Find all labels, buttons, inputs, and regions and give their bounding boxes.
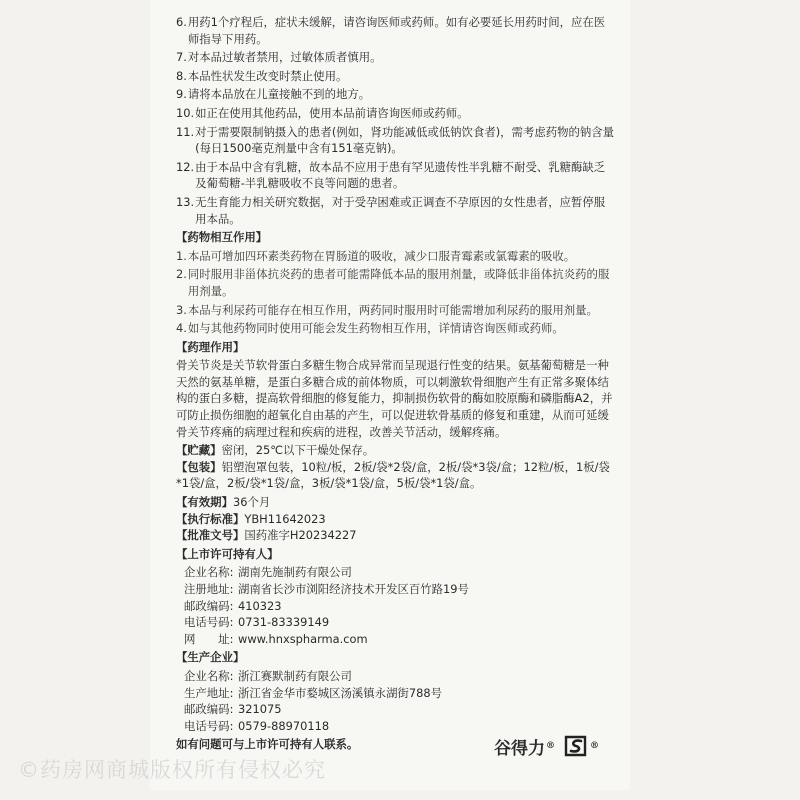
precaution-item-number: 12.: [176, 159, 195, 174]
brand-logo-reg: ®: [590, 741, 599, 751]
brand-mark: [494, 733, 599, 759]
holder-field: [176, 581, 616, 598]
interaction-item: [176, 248, 616, 265]
precaution-item-number: 11.: [176, 124, 195, 139]
pharmacology-text: 骨关节炎是关节软骨蛋白多糖生物合成异常而呈现退行性变的结果。氨基葡萄糖是一种天然的氨基单糖，是蛋白多糖合成的前体物质，可以刺激软骨细胞产生有正常多聚体结构的蛋白多糖，提高软骨细胞的修复能力，抑制损伤软骨的酶如胶原酶和磷脂酶A2，并可防止损伤细胞的超氧化自由基的产生，可以促进软骨基质的修复和重建，从而可延缓骨关节疼痛的病理过程和疾病的进程，改善关节活动，缓解疼痛。: [176, 358, 613, 439]
manufacturer-field-label: 企业名称:: [184, 668, 234, 683]
interaction-item-number: 2.: [176, 267, 187, 282]
manufacturer-fields: [176, 668, 616, 734]
package-value: 铝塑泡罩包装，10粒/板，2板/袋*2袋/盒，2板/袋*3袋/盒；12粒/板，1板/袋*1袋/盒，2板/袋*1袋/盒，3板/袋*1袋/盒，5板/袋*1袋/盒。: [176, 459, 610, 491]
standard-label: 【执行标准】: [176, 511, 245, 526]
precaution-item-text: 对本品过敏者禁用，过敏体质者慎用。: [187, 50, 382, 65]
interaction-item-number: 3.: [176, 302, 187, 317]
interaction-item-text: 如与其他药物同时使用可能会发生药物相互作用，详情请咨询医师或药师。: [187, 321, 564, 336]
holder-field-value: 湖南省长沙市浏阳经济技术开发区百竹路19号: [238, 582, 469, 596]
precaution-item-text: 如正在使用其他药品，使用本品前请咨询医师或药师。: [195, 105, 469, 120]
holder-field-label: 网 址:: [184, 631, 234, 646]
brand-logo-icon: [563, 733, 589, 759]
manufacturer-field-label: 邮政编码:: [184, 702, 234, 717]
holder-field-label: 注册地址:: [184, 582, 234, 596]
validity-row: [176, 494, 616, 511]
precaution-item: [176, 194, 616, 227]
leaflet-text: [176, 14, 616, 753]
interactions-list: [176, 248, 616, 337]
precaution-item: [176, 68, 616, 85]
manufacturer-field-value: 0579-88970118: [238, 718, 330, 733]
manufacturer-field-label: 生产地址:: [184, 685, 234, 700]
holder-fields: [176, 564, 616, 647]
holder-field-value: 湖南先施制药有限公司: [238, 565, 352, 580]
interaction-item: [176, 302, 616, 319]
holder-field-value: 0731-83339149: [238, 615, 330, 630]
precaution-item-text: 本品性状发生改变时禁止使用。: [187, 68, 348, 83]
holder-field-label: 邮政编码:: [184, 598, 234, 613]
manufacturer-field-label: 电话号码:: [184, 718, 234, 733]
holder-field: [176, 598, 616, 615]
holder-field: [176, 614, 616, 631]
manufacturer-field: [176, 668, 616, 685]
manufacturer-field-value: 浙江赛默制药有限公司: [238, 668, 352, 683]
package-row: [176, 459, 616, 492]
package-label: 【包装】: [176, 459, 222, 474]
precaution-item-number: 8.: [176, 68, 187, 83]
holder-heading: 【上市许可持有人】: [176, 546, 279, 561]
precaution-item-text: 请将本品放在儿童接触不到的地方。: [187, 87, 371, 102]
precaution-item-number: 6.: [176, 15, 187, 29]
standard-row: [176, 511, 616, 528]
holder-field-value: 410323: [238, 598, 282, 613]
interaction-item-number: 1.: [176, 248, 187, 263]
interaction-item: [176, 266, 616, 299]
interaction-item-text: 本品可增加四环素类药物在胃肠道的吸收，减少口服青霉素或氯霉素的吸收。: [187, 248, 576, 263]
precaution-item: [176, 49, 616, 66]
precaution-item: [176, 86, 616, 103]
holder-field-label: 企业名称:: [184, 565, 234, 580]
holder-field: [176, 564, 616, 581]
precaution-item: [176, 14, 616, 47]
precaution-item-number: 9.: [176, 87, 187, 102]
standard-value: YBH11642023: [244, 511, 326, 526]
precaution-item-text: 用药1个疗程后，症状未缓解，请咨询医师或药师。如有必要延长用药时间，应在医师指导下用药。: [187, 15, 606, 46]
interaction-item-text: 本品与利尿药可能存在相互作用，两药同时服用时可能需增加利尿药的服用剂量。: [187, 302, 598, 317]
manufacturer-field-value: 321075: [238, 702, 282, 717]
approval-value: 国药准字H20234227: [244, 528, 357, 543]
brand-reg: ®: [546, 741, 555, 751]
manufacturer-field-value: 浙江省金华市婺城区汤溪镇永湖街788号: [238, 685, 442, 700]
precaution-item: [176, 159, 616, 192]
manufacturer-field: [176, 685, 616, 702]
precaution-item: [176, 124, 616, 157]
storage-label: 【贮藏】: [176, 443, 222, 458]
manufacturer-field: [176, 718, 616, 735]
storage-row: [176, 442, 616, 459]
precaution-item-number: 7.: [176, 50, 187, 65]
approval-row: [176, 527, 616, 544]
storage-value: 密闭，25℃以下干燥处保存。: [221, 443, 375, 458]
interaction-item-number: 4.: [176, 321, 187, 336]
pharmacology-heading: 【药理作用】: [176, 339, 245, 354]
precaution-item-text: 由于本品中含有乳糖，故本品不应用于患有罕见遗传性半乳糖不耐受、乳糖酶缺乏及葡萄糖-半乳糖吸收不良等问题的患者。: [195, 159, 606, 191]
holder-field: [176, 631, 616, 648]
manufacturer-heading: 【生产企业】: [176, 650, 245, 665]
precaution-item: [176, 105, 616, 122]
precaution-item-number: 10.: [176, 105, 195, 120]
precautions-list: [176, 14, 616, 227]
validity-value: 36个月: [232, 495, 271, 510]
copyright-watermark: ©药房网商城版权所有侵权必究: [18, 758, 326, 782]
precaution-item-text: 对于需要限制钠摄入的患者(例如，肾功能减低或低钠饮食者)，需考虑药物的钠含量(每日1500毫克剂量中含有151毫克钠)。: [195, 124, 615, 156]
interaction-item-text: 同时服用非甾体抗炎药的患者可能需降低本品的服用剂量，或降低非甾体抗炎药的服用剂量。: [187, 267, 610, 298]
precaution-item-number: 13.: [176, 194, 195, 209]
validity-label: 【有效期】: [176, 495, 233, 510]
manufacturer-field: [176, 701, 616, 718]
precaution-item-text: 无生育能力相关研究数据，对于受孕困难或正调查不孕原因的女性患者，应暂停服用本品。: [195, 194, 606, 226]
approval-label: 【批准文号】: [176, 528, 245, 543]
interaction-item: [176, 320, 616, 337]
holder-field-label: 电话号码:: [184, 615, 234, 630]
interactions-heading: 【药物相互作用】: [176, 230, 268, 245]
brand-name: 谷得力: [494, 738, 545, 759]
holder-field-value: www.hnxspharma.com: [238, 631, 368, 646]
contact-note: 如有问题可与上市许可持有人联系。: [176, 737, 359, 752]
